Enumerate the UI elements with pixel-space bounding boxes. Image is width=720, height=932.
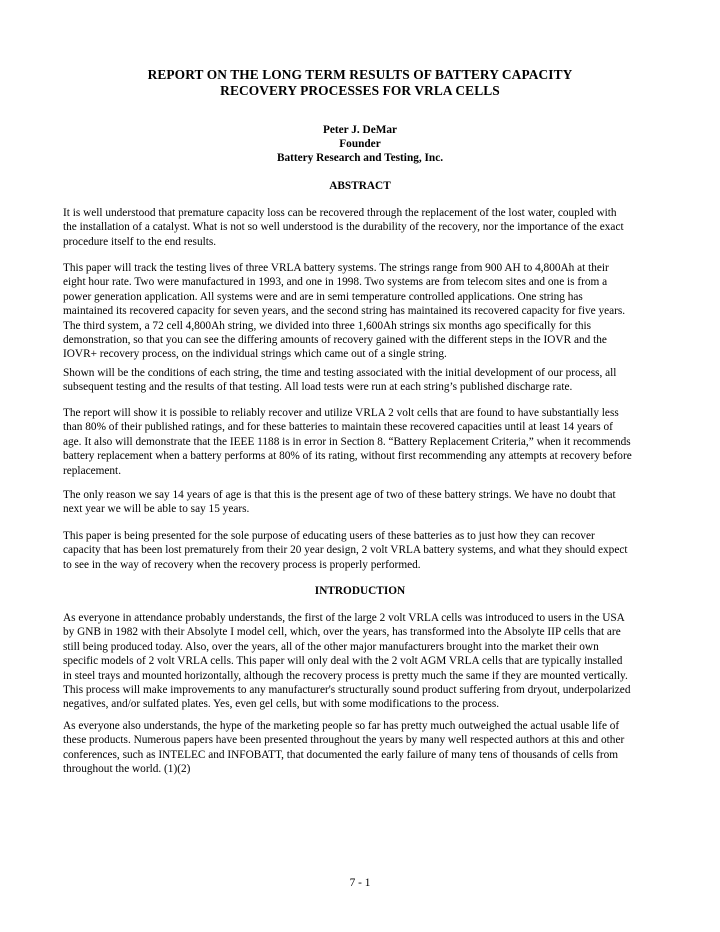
- text-line: demonstration, so that you can see the differing amounts of recovery gained with the different steps in the IOVR and the: [63, 333, 607, 346]
- abstract-paragraph-1: [63, 206, 673, 249]
- text-line: maintained its recovered capacity for seven years, and the second string has maintained its recovered capacity for five years.: [63, 305, 626, 318]
- paper-title-line-2: RECOVERY PROCESSES FOR VRLA CELLS: [220, 83, 500, 98]
- text-line: still being produced today. Also, over the years, all of the other major manufacturers brought into the market their own: [63, 640, 599, 653]
- abstract-paragraph-3: [63, 366, 673, 395]
- author-affiliation: Battery Research and Testing, Inc.: [276, 152, 444, 164]
- abstract-paragraph-5: [63, 488, 673, 517]
- abstract-paragraph-4: [63, 406, 673, 478]
- abstract-heading: ABSTRACT: [329, 180, 391, 192]
- text-line: Shown will be the conditions of each string, the time and testing associated with the initial development of our process, all: [63, 367, 617, 379]
- text-line: negatives, and/or sulfated plates. Yes, even gel cells, but with some modifications to the process.: [63, 698, 500, 711]
- text-line: As everyone in attendance probably understands, the first of the large 2 volt VRLA cells was introduced to users in the USA: [63, 612, 625, 624]
- text-line: to see in the way of recovery when the recovery process is properly performed.: [63, 558, 421, 571]
- introduction-heading: INTRODUCTION: [314, 585, 406, 597]
- author-name: Peter J. DeMar: [322, 124, 398, 136]
- text-line: This paper will track the testing lives of three VRLA battery systems. The strings range from 900 AH to 4,800Ah at their: [63, 262, 609, 274]
- text-line: subsequent testing and the results of that testing. All load tests were run at each string’s published discharge rate.: [63, 381, 573, 394]
- text-line: power generation application. All systems were and are in semi temperature controlled applications. One string has: [63, 290, 583, 303]
- text-line: throughout the world. (1)(2): [63, 763, 191, 776]
- text-line: specific models of 2 volt VRLA cells. This paper will only deal with the 2 volt AGM VRLA cells that are typically installed: [63, 655, 623, 668]
- text-line: As everyone also understands, the hype of the marketing people so far has pretty much outweighed the actual usable life of: [63, 720, 620, 732]
- text-line: the installation of a catalyst. What is not so well understood is the durability of the recovery, nor the importance of the exact: [63, 221, 624, 234]
- text-line: capacity that has been lost prematurely from their 20 year design, 2 volt VRLA battery systems, and what they should expect: [63, 544, 628, 557]
- introduction-paragraph-2: [63, 719, 673, 777]
- text-line: by GNB in 1982 with their Absolyte I model cell, which, over the years, has transformed into the Absolyte IIP cells that are: [63, 626, 621, 639]
- text-line: This paper is being presented for the sole purpose of educating users of these batteries as to just how they can recover: [63, 530, 595, 542]
- text-line: It is well understood that premature capacity loss can be recovered through the replacement of the lost water, coupled with: [63, 207, 617, 219]
- abstract-paragraph-2: [63, 261, 673, 362]
- text-line: in steel trays and mounted horizontally, although the recovery process is pretty much the same if they are mounted vertically.: [63, 669, 628, 682]
- author-role: Founder: [339, 138, 381, 150]
- text-line: conferences, such as INTELEC and INFOBATT, that documented the early failure of many tens of thousands of cells from: [63, 748, 619, 761]
- text-line: The report will show it is possible to reliably recover and utilize VRLA 2 volt cells that are found to have substantially less: [63, 407, 619, 419]
- text-line: eight hour rate. Two were manufactured in 1993, and one in 1998. Two systems are from telecom sites and one is from a: [63, 276, 608, 289]
- text-line: The only reason we say 14 years of age is that this is the present age of two of these battery strings. We have no doubt that: [63, 489, 616, 501]
- abstract-paragraph-6: [63, 529, 673, 572]
- text-line: replacement.: [63, 464, 122, 477]
- text-line: next year we will be able to say 15 years.: [63, 503, 250, 516]
- text-line: procedure itself to the end results.: [63, 235, 217, 248]
- text-line: age. It also will demonstrate that the IEEE 1188 is in error in Section 8. “Battery Replacement Criteria,” when it recommends: [63, 435, 631, 448]
- text-line: battery replacement when a battery performs at 80% of its rating, without first recommending any attempts at recovery before: [63, 450, 632, 463]
- text-line: than 80% of their published ratings, and for these batteries to maintain these recovered capacities until at least 14 years of: [63, 421, 613, 434]
- text-line: The third system, a 72 cell 4,800Ah string, we divided into three 1,600Ah strings six months ago specifically for this: [63, 319, 592, 332]
- text-line: IOVR+ recovery process, on the individual strings which came out of a single string.: [63, 348, 447, 361]
- text-line: these products. Numerous papers have been presented throughout the years by many well respected authors at this and other: [63, 734, 625, 747]
- text-line: This process will make improvements to any manufacturer's structurally sound product suffering from dryout, underpolarized: [63, 683, 631, 696]
- introduction-paragraph-1: [63, 611, 673, 712]
- paper-title-line-1: REPORT ON THE LONG TERM RESULTS OF BATTERY CAPACITY: [147, 67, 573, 82]
- page-number: 7 - 1: [349, 877, 371, 889]
